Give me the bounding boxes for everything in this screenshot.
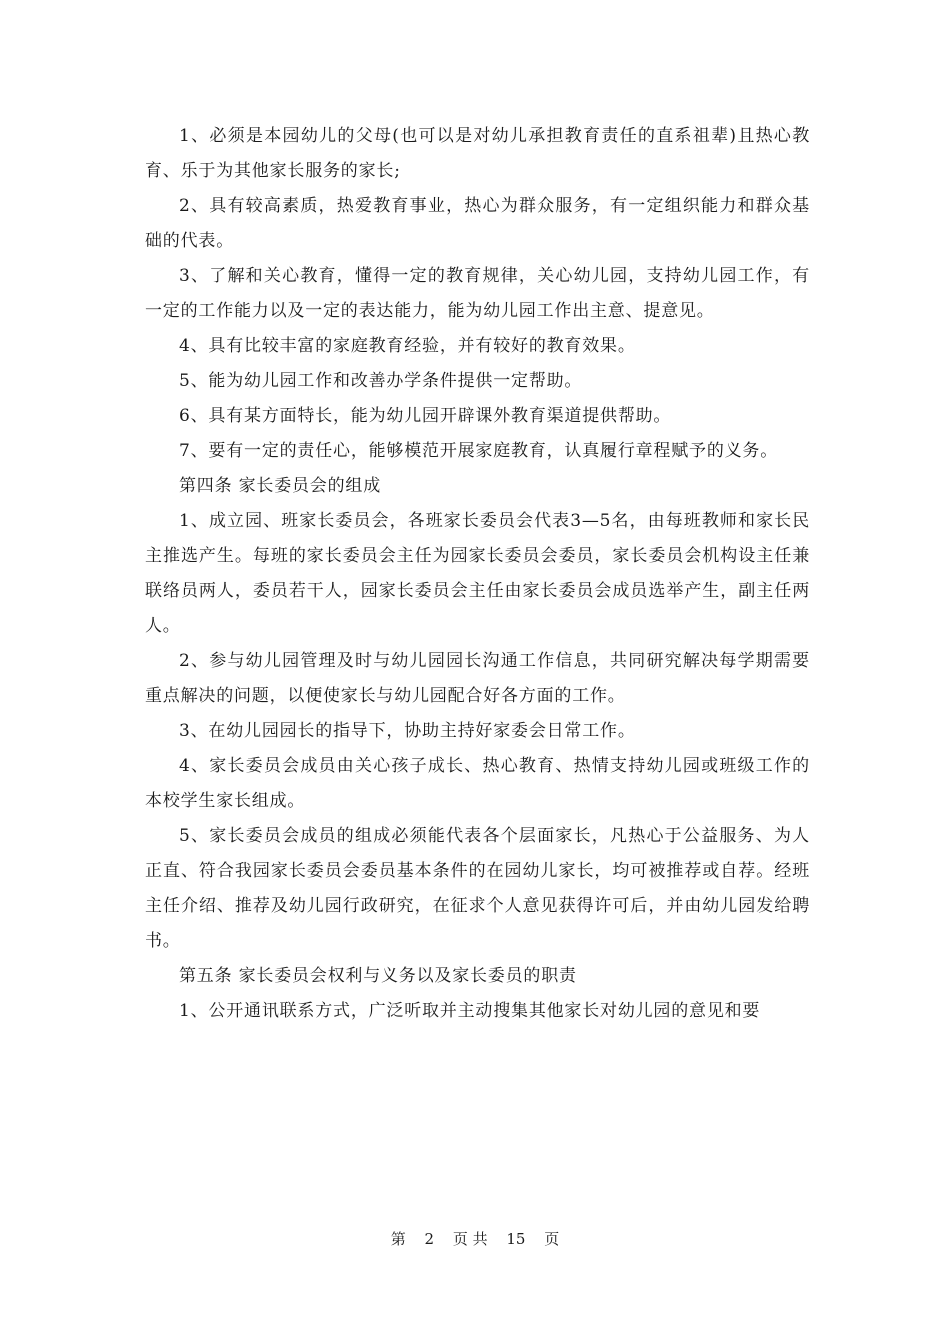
paragraph: 2、具有较高素质，热爱教育事业，热心为群众服务，有一定组织能力和群众基础的代表。 xyxy=(145,196,810,251)
paragraph: 3、了解和关心教育，懂得一定的教育规律，关心幼儿园，支持幼儿园工作，有一定的工作能力以及一定的表达能力，能为幼儿园工作出主意、提意见。 xyxy=(145,266,810,321)
paragraph: 6、具有某方面特长，能为幼儿园开辟课外教育渠道提供帮助。 xyxy=(179,406,672,426)
section-heading: 第五条 家长委员会权利与义务以及家长委员的职责 xyxy=(179,966,577,986)
footer-suffix: 页 xyxy=(544,1230,560,1248)
footer-page-number: 2 xyxy=(424,1230,435,1248)
paragraph: 5、能为幼儿园工作和改善办学条件提供一定帮助。 xyxy=(179,371,583,391)
paragraph: 7、要有一定的责任心，能够模范开展家庭教育，认真履行章程赋予的义务。 xyxy=(179,441,779,461)
paragraph: 5、家长委员会成员的组成必须能代表各个层面家长，凡热心于公益服务、为人正直、符合我园家长委员会委员基本条件的在园幼儿家长，均可被推荐或自荐。经班主任介绍、推荐及幼儿园行政研究，在征求个人意见获得许可后，并由幼儿园发给聘书。 xyxy=(145,826,810,951)
paragraph: 2、参与幼儿园管理及时与幼儿园园长沟通工作信息，共同研究解决每学期需要重点解决的问题，以便使家长与幼儿园配合好各方面的工作。 xyxy=(145,651,810,706)
section-heading: 第四条 家长委员会的组成 xyxy=(179,476,382,496)
paragraph: 4、具有比较丰富的家庭教育经验，并有较好的教育效果。 xyxy=(179,336,636,356)
page-footer xyxy=(0,1228,950,1249)
footer-prefix: 第 xyxy=(390,1230,406,1248)
paragraph: 3、在幼儿园园长的指导下，协助主持好家委会日常工作。 xyxy=(179,721,636,741)
footer-middle: 页 共 xyxy=(452,1230,488,1248)
paragraph: 1、公开通讯联系方式，广泛听取并主动搜集其他家长对幼儿园的意见和要 xyxy=(179,1001,761,1021)
paragraph: 1、必须是本园幼儿的父母(也可以是对幼儿承担教育责任的直系祖辈)且热心教育、乐于为其他家长服务的家长; xyxy=(145,126,810,181)
paragraph: 4、家长委员会成员由关心孩子成长、热心教育、热情支持幼儿园或班级工作的本校学生家长组成。 xyxy=(145,756,810,811)
footer-total-pages: 15 xyxy=(506,1230,526,1248)
paragraph: 1、成立园、班家长委员会，各班家长委员会代表3—5名，由每班教师和家长民主推选产生。每班的家长委员会主任为园家长委员会委员，家长委员会机构设主任兼联络员两人，委员若干人，园家长委员会主任由家长委员会成员选举产生，副主任两人。 xyxy=(145,511,810,636)
document-body xyxy=(145,119,810,1029)
